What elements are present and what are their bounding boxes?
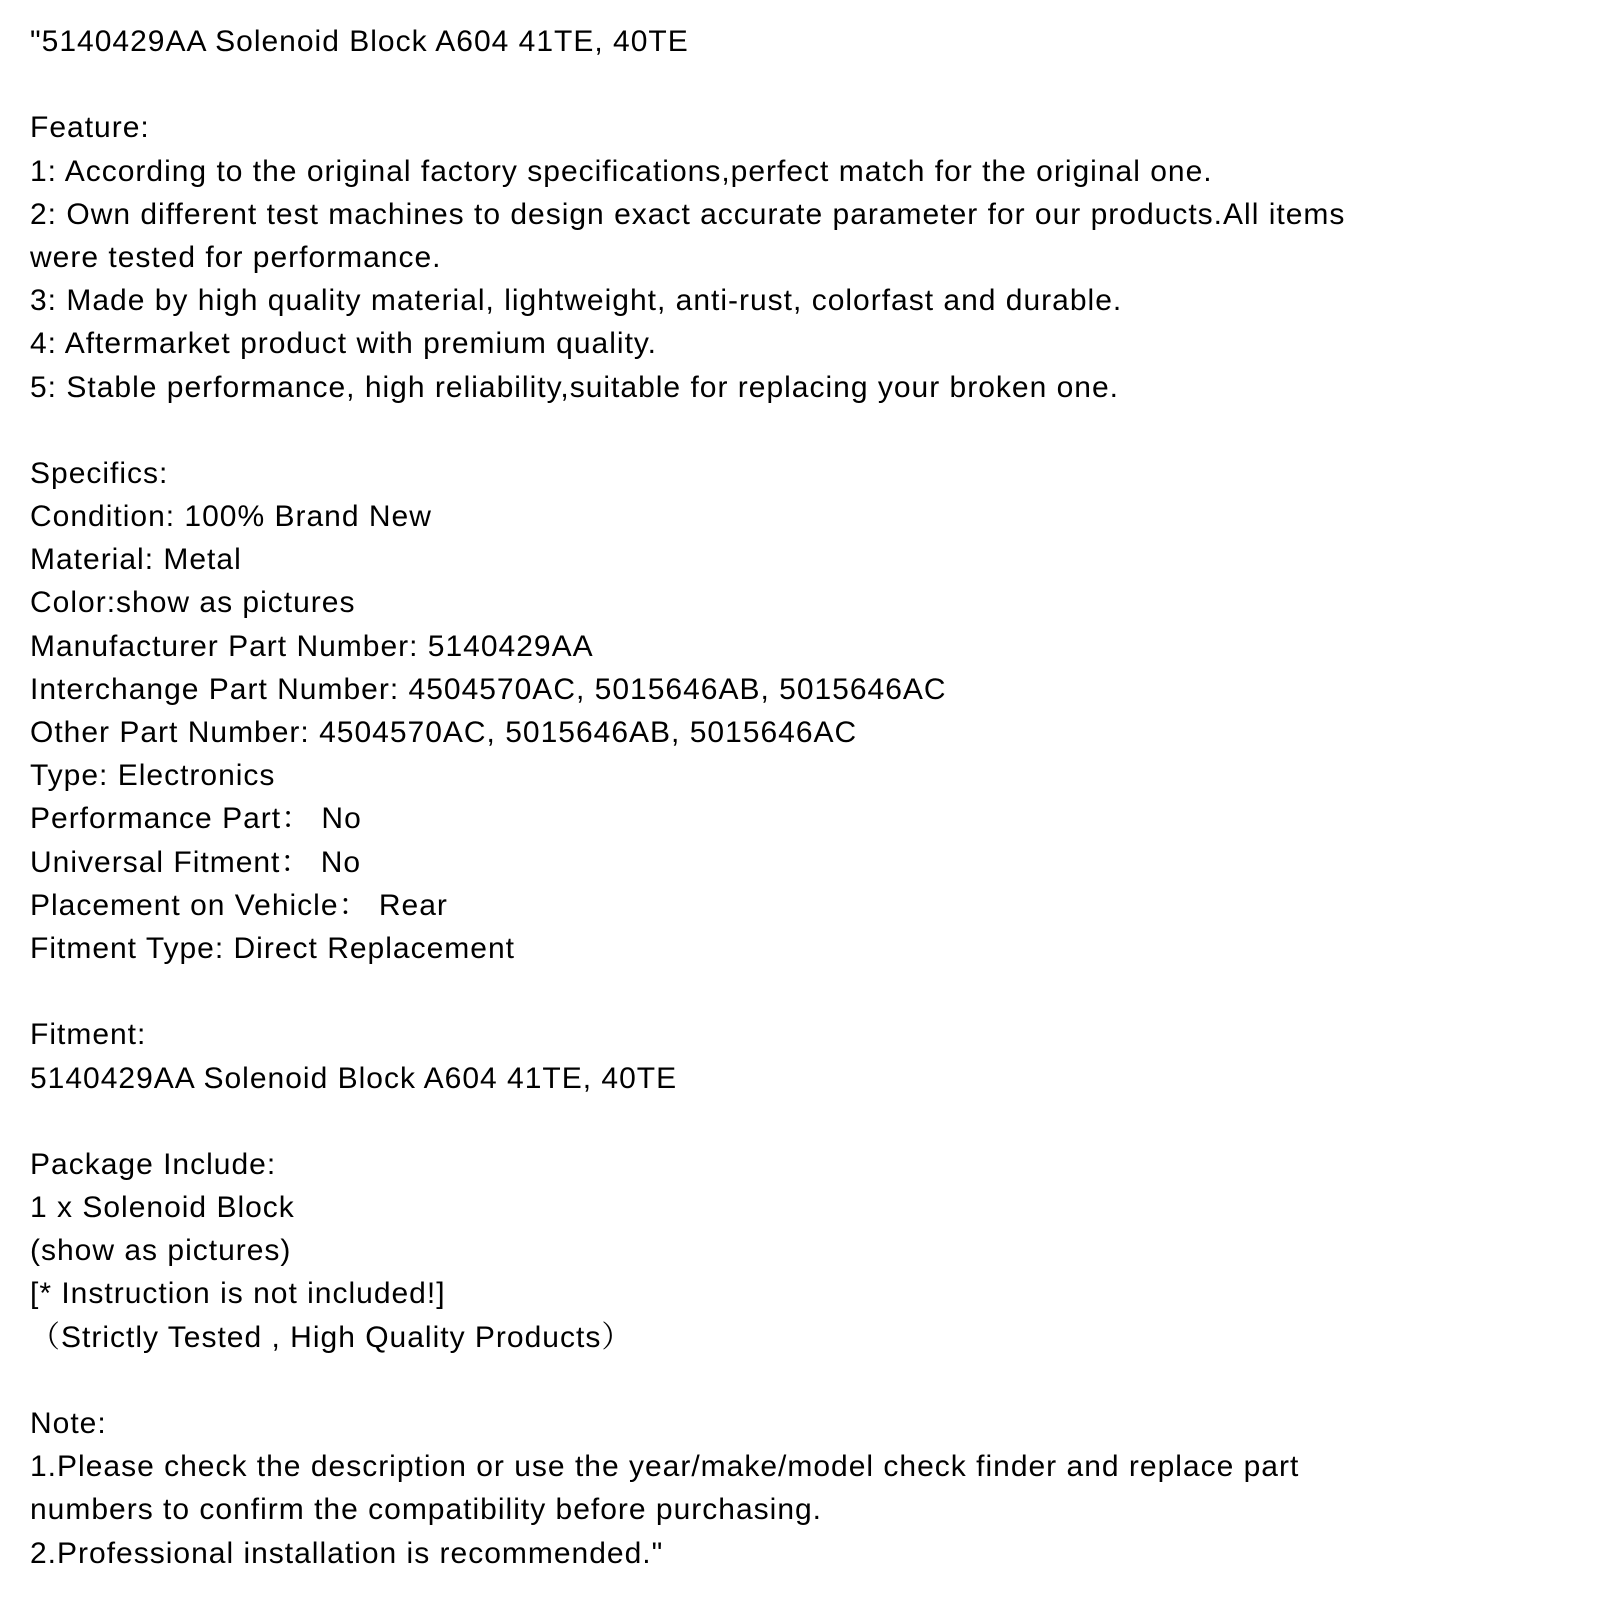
feature-line: 5: Stable performance, high reliability,suitable for replacing your broken one. bbox=[30, 370, 1120, 404]
specifics-heading: Specifics: bbox=[30, 456, 169, 490]
feature-section bbox=[30, 106, 1580, 408]
note-line: 1.Please check the description or use the year/make/model check finder and replace part bbox=[30, 1450, 1300, 1484]
specifics-line-interchange: Interchange Part Number: 4504570AC, 5015646AB, 5015646AC bbox=[30, 672, 947, 706]
feature-line: 4: Aftermarket product with premium quality. bbox=[30, 327, 658, 361]
feature-line: 3: Made by high quality material, lightweight, anti-rust, colorfast and durable. bbox=[30, 284, 1123, 318]
feature-line: 1: According to the original factory specifications,perfect match for the original one. bbox=[30, 154, 1213, 188]
package-section bbox=[30, 1143, 1580, 1359]
fitment-heading: Fitment: bbox=[30, 1018, 147, 1052]
specifics-line-mpn: Manufacturer Part Number: 5140429AA bbox=[30, 629, 594, 663]
fitment-line: 5140429AA Solenoid Block A604 41TE, 40TE bbox=[30, 1061, 678, 1095]
page-title: "5140429AA Solenoid Block A604 41TE, 40TE bbox=[30, 25, 689, 58]
feature-line: were tested for performance. bbox=[30, 240, 442, 274]
package-line-pictures: (show as pictures) bbox=[30, 1234, 292, 1268]
feature-line: 2: Own different test machines to design exact accurate parameter for our products.All items bbox=[30, 197, 1346, 231]
feature-heading: Feature: bbox=[30, 111, 150, 145]
package-line-tested: （Strictly Tested , High Quality Products） bbox=[30, 1320, 633, 1354]
specifics-line-placement: Placement on Vehicle： Rear bbox=[30, 888, 448, 922]
specifics-line-material: Material: Metal bbox=[30, 543, 242, 577]
note-heading: Note: bbox=[30, 1407, 107, 1440]
package-heading: Package Include: bbox=[30, 1147, 277, 1181]
package-line-instruction: [* Instruction is not included!] bbox=[30, 1277, 446, 1311]
specifics-section bbox=[30, 452, 1580, 970]
note-line: numbers to confirm the compatibility before purchasing. bbox=[30, 1493, 823, 1527]
specifics-line-color: Color:show as pictures bbox=[30, 586, 356, 620]
specifics-line-performance-part: Performance Part： No bbox=[30, 802, 362, 836]
specifics-line-fitment-type: Fitment Type: Direct Replacement bbox=[30, 931, 515, 965]
specifics-line-type: Type: Electronics bbox=[30, 759, 276, 793]
specifics-line-universal-fitment: Universal Fitment： No bbox=[30, 845, 362, 879]
specifics-line-other-pn: Other Part Number: 4504570AC, 5015646AB, 5015646AC bbox=[30, 716, 858, 749]
specifics-line-condition: Condition: 100% Brand New bbox=[30, 500, 432, 534]
title-section bbox=[30, 20, 1580, 63]
note-line: 2.Professional installation is recommended." bbox=[30, 1536, 664, 1570]
note-section bbox=[30, 1402, 1580, 1575]
package-line-contents: 1 x Solenoid Block bbox=[30, 1191, 295, 1225]
fitment-section bbox=[30, 1013, 1580, 1099]
